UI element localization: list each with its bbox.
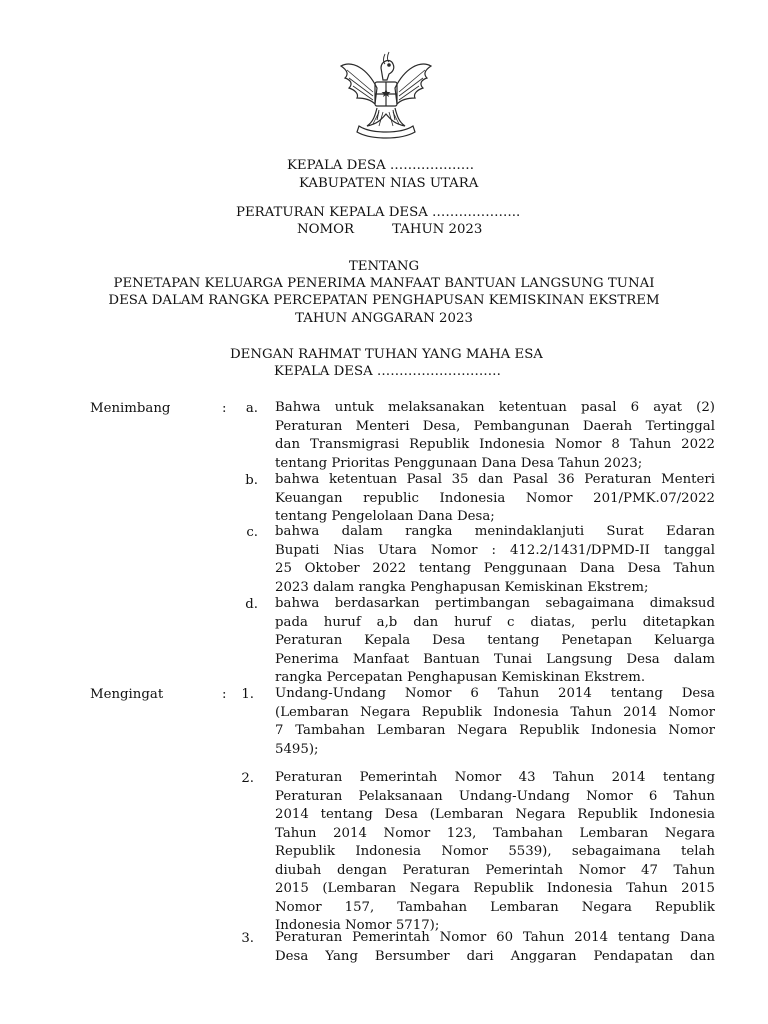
text-line: Peraturan Pemerintah Nomor 60 Tahun 2014 tentang Dana [275,930,715,945]
text-line: Nomor 157, Tambahan Lembaran Negara Republik [275,899,715,915]
text-line: Desa Yang Bersumber dari Anggaran Pendapatan dan [275,948,715,964]
mengingat-item-2 [275,769,715,936]
menimbang-item-a [275,399,715,473]
tentang-heading: TENTANG [348,259,420,274]
text-line: Bahwa untuk melaksanakan ketentuan pasal 6 ayat (2) [275,400,715,415]
kepala-desa-sign: KEPALA DESA ………………………. [274,364,501,379]
text-line: Bupati Nias Utara Nomor : 412.2/1431/DPMD-II tanggal [275,542,715,558]
menimbang-marker-d: d. [245,597,258,612]
text-line: Republik Indonesia Nomor 5539), sebagaimana telah [275,844,715,859]
text-line: rangka Percepatan Penghapusan Kemiskinan Ekstrem. [275,670,646,685]
mengingat-colon: : [222,687,227,702]
mengingat-marker-2: 2. [241,771,254,786]
mengingat-item-3 [275,929,715,966]
nomor-line: NOMOR TAHUN 2023 [297,222,483,237]
rahmat-line: DENGAN RAHMAT TUHAN YANG MAHA ESA [230,347,543,362]
text-line: Tahun 2014 Nomor 123, Tambahan Lembaran Negara [275,825,715,841]
text-line: 7 Tambahan Lembaran Negara Republik Indonesia Nomor [275,723,715,738]
text-line: tentang Prioritas Penggunaan Dana Desa Tahun 2023; [275,455,643,471]
text-line: 5495); [275,741,319,757]
text-line: diubah dengan Peraturan Pemerintah Nomor 47 Tahun [275,862,715,878]
text-line: Peraturan Pemerintah Nomor 43 Tahun 2014 tentang [275,770,715,785]
subject-line: DESA DALAM RANGKA PERCEPATAN PENGHAPUSAN KEMISKINAN EKSTREM [108,293,660,308]
text-line: bahwa berdasarkan pertimbangan sebagaimana dimaksud [275,596,715,611]
subject-line: TAHUN ANGGARAN 2023 [295,311,473,326]
text-line: Indonesia Nomor 5717); [275,918,440,933]
mengingat-marker-1: 1. [241,687,254,702]
menimbang-item-b [275,471,715,527]
text-line: Undang-Undang Nomor 6 Tahun 2014 tentang Desa [275,686,715,701]
text-line: bahwa ketentuan Pasal 35 dan Pasal 36 Peraturan Menteri [275,472,715,487]
text-line: Peraturan Kepala Desa tentang Penetapan Keluarga [275,633,715,648]
mengingat-marker-3: 3. [241,931,254,946]
menimbang-marker-c: c. [246,525,258,540]
menimbang-colon: : [222,401,227,416]
menimbang-marker-b: b. [245,473,258,488]
mengingat-label: Mengingat [90,687,164,702]
text-line: Penerima Manfaat Bantuan Tunai Langsung Desa dalam [275,651,715,667]
text-line: (Lembaran Negara Republik Indonesia Tahun 2014 Nomor [275,704,715,720]
subject-line: PENETAPAN KELUARGA PENERIMA MANFAAT BANTUAN LANGSUNG TUNAI [113,276,655,291]
text-line: bahwa dalam rangka menindaklanjuti Surat Edaran [275,524,715,539]
garuda-emblem-icon [337,48,435,140]
text-line: Keuangan republic Indonesia Nomor 201/PMK.07/2022 [275,490,715,506]
text-line: dan Transmigrasi Republik Indonesia Nomor 8 Tahun 2022 [275,437,715,452]
peraturan-title: PERATURAN KEPALA DESA ……………….. [236,205,521,220]
kepala-desa-title: KEPALA DESA ………………. [287,158,474,173]
text-line: Peraturan Menteri Desa, Pembangunan Daerah Tertinggal [275,418,715,434]
text-line: 25 Oktober 2022 tentang Penggunaan Dana Desa Tahun [275,561,715,576]
text-line: Peraturan Pelaksanaan Undang-Undang Nomor 6 Tahun [275,788,715,804]
kabupaten-title: KABUPATEN NIAS UTARA [299,176,479,191]
text-line: 2015 (Lembaran Negara Republik Indonesia Tahun 2015 [275,881,715,896]
menimbang-item-d [275,595,715,688]
menimbang-marker-a: a. [245,401,258,416]
mengingat-item-1 [275,685,715,759]
text-line: pada huruf a,b dan huruf c diatas, perlu ditetapkan [275,614,715,630]
menimbang-label: Menimbang [90,401,171,416]
text-line: 2023 dalam rangka Penghapusan Kemiskinan Ekstrem; [275,579,649,595]
text-line: 2014 tentang Desa (Lembaran Negara Republik Indonesia [275,807,715,822]
text-line: tentang Pengelolaan Dana Desa; [275,509,495,524]
menimbang-item-c [275,523,715,597]
